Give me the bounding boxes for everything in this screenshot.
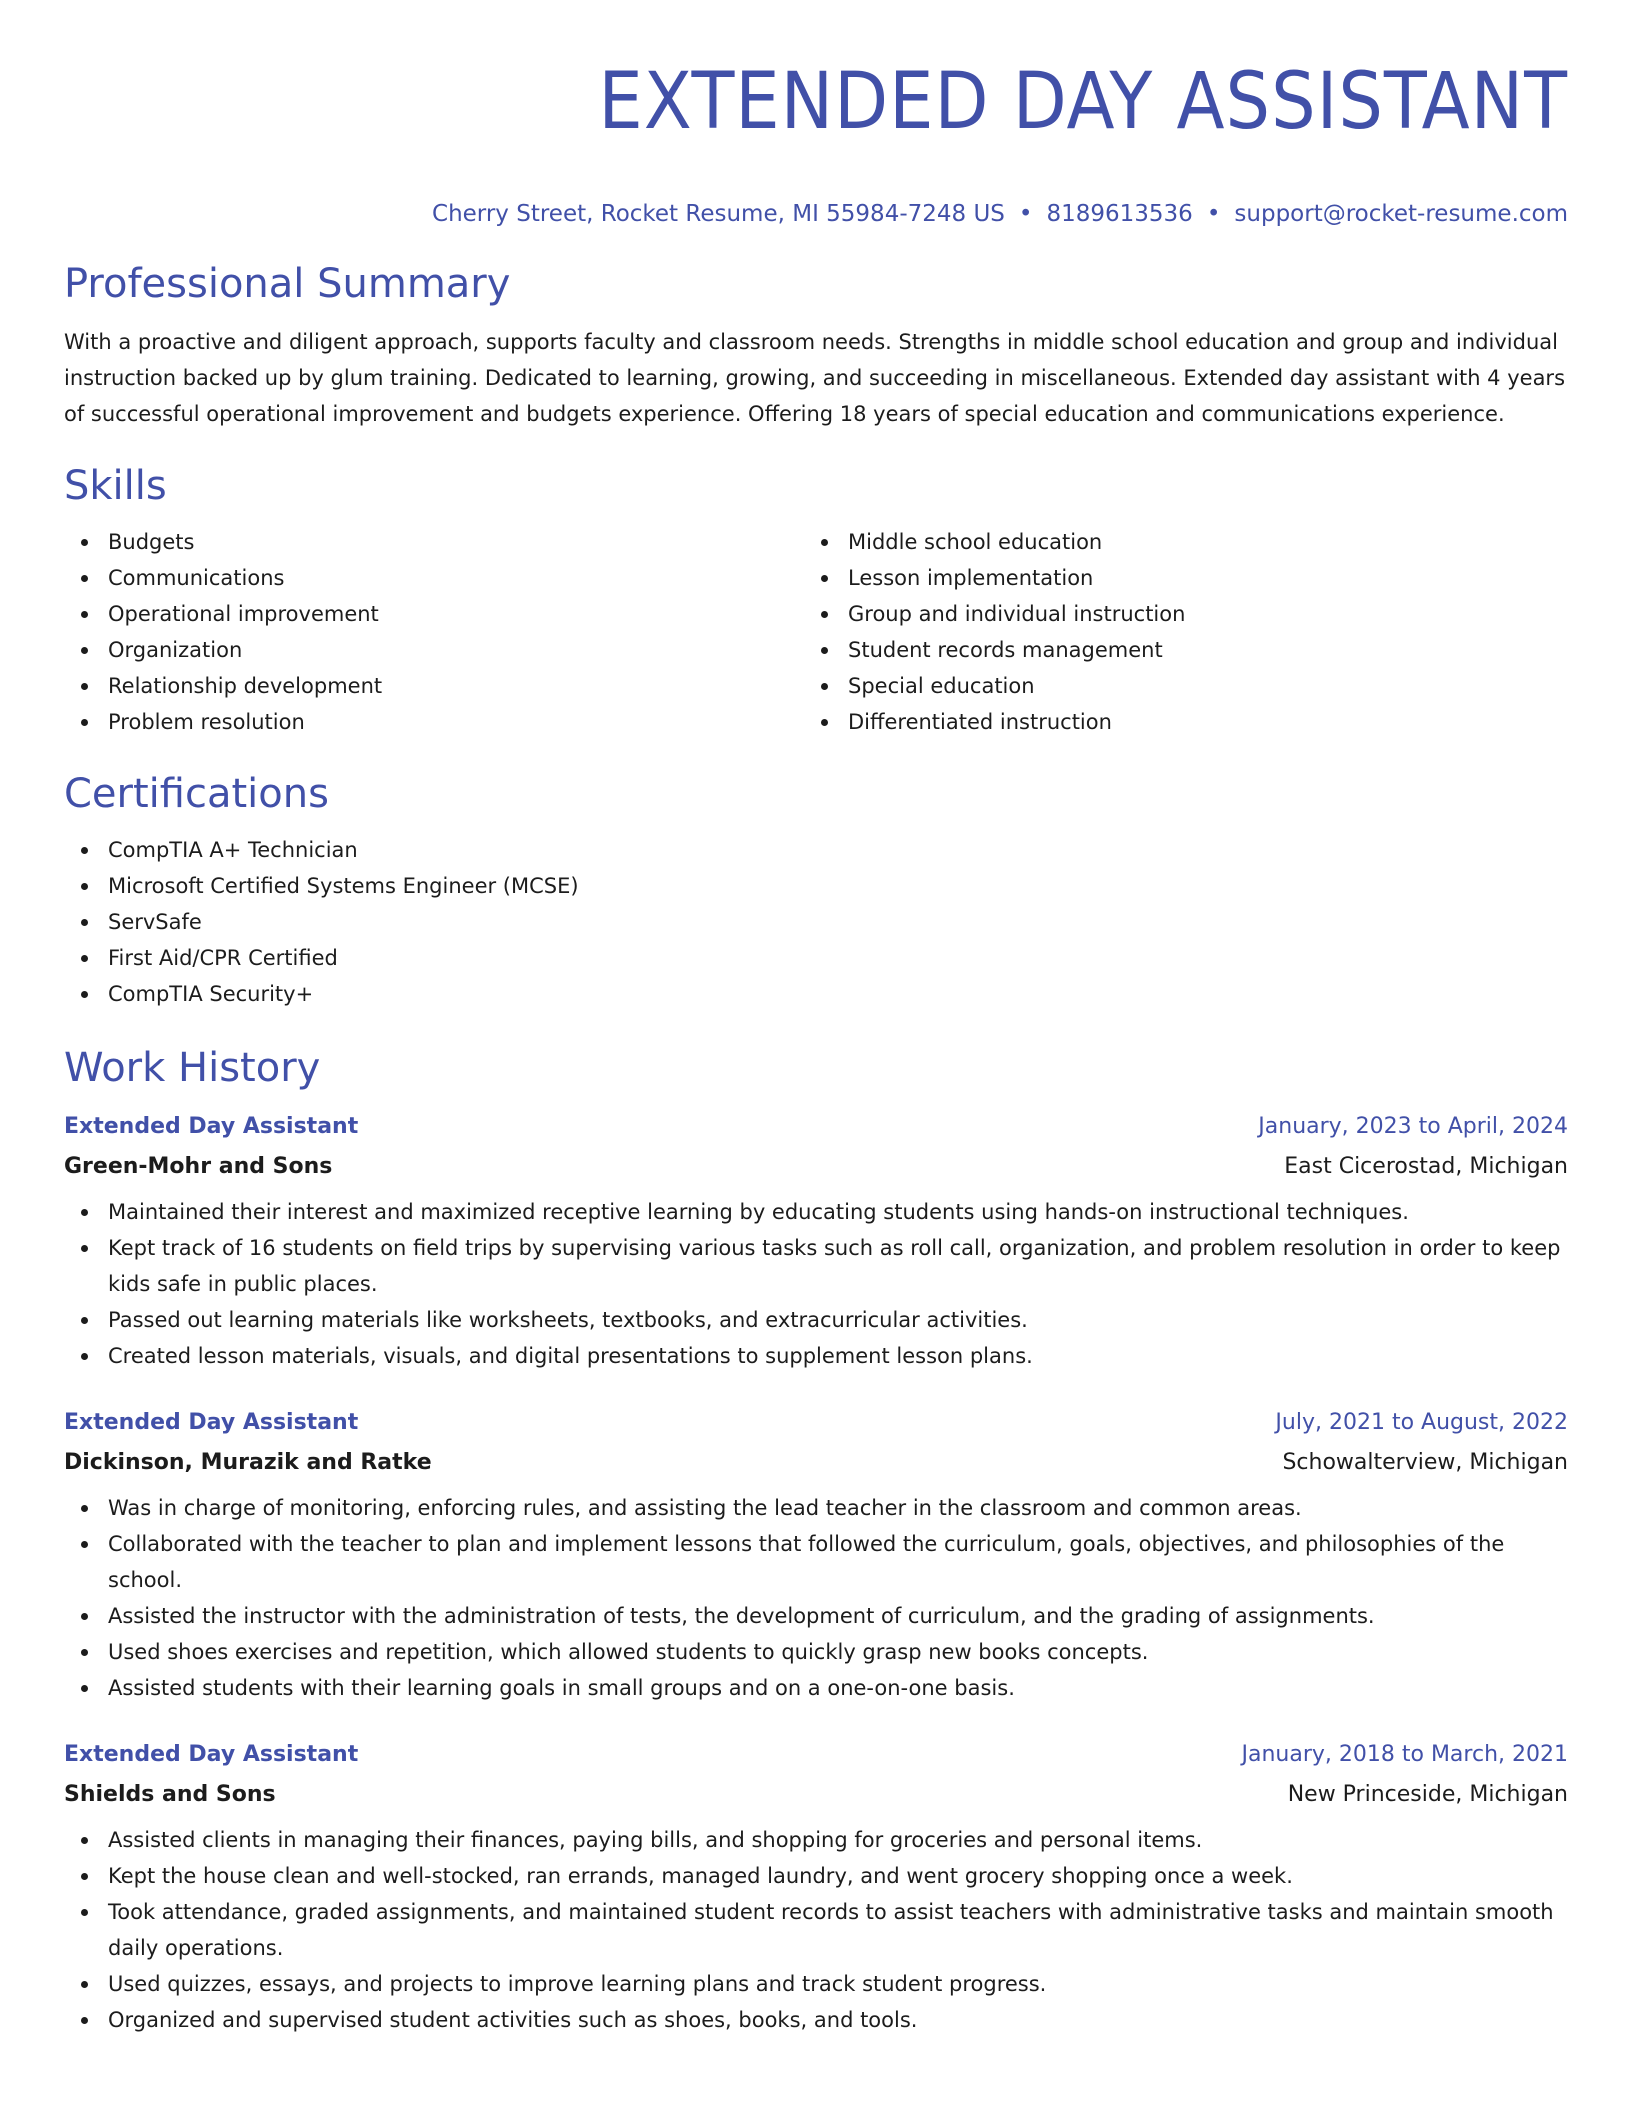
contact-email: support@rocket-resume.com [1234,201,1568,227]
certification-item: First Aid/CPR Certified [64,940,1568,976]
job-header-row [64,1112,1568,1142]
contact-address: Cherry Street, Rocket Resume, MI 55984-7248 US [432,201,1005,227]
job-entry [64,1740,1568,2038]
job-entry [64,1408,1568,1706]
skill-item: Operational improvement [64,596,804,632]
job-entry [64,1112,1568,1374]
contact-phone: 8189613536 [1046,201,1193,227]
skill-item: Organization [64,632,804,668]
job-bullet: Took attendance, graded assignments, and maintained student records to assist teachers with administrative tasks and maintain smooth daily operations. [64,1894,1568,1966]
job-bullet: Collaborated with the teacher to plan and implement lessons that followed the curriculum, goals, objectives, and philosophies of the school. [64,1526,1568,1598]
contact-separator: • [1018,201,1033,227]
job-location: New Princeside, Michigan [1287,1782,1568,1807]
job-bullet: Used quizzes, essays, and projects to improve learning plans and track student progress. [64,1966,1568,2002]
certifications-list [64,832,1568,1012]
certification-item: CompTIA Security+ [64,976,1568,1012]
summary-section-title: Professional Summary [64,261,511,307]
job-role: Extended Day Assistant [64,1742,359,1767]
job-role: Extended Day Assistant [64,1410,359,1435]
job-bullet: Kept the house clean and well-stocked, ran errands, managed laundry, and went grocery shopping once a week. [64,1858,1568,1894]
skill-item: Student records management [804,632,1544,668]
skill-item: Relationship development [64,668,804,704]
job-dates: January, 2023 to April, 2024 [1258,1114,1568,1139]
job-company: Green-Mohr and Sons [64,1154,333,1179]
job-company: Dickinson, Murazik and Ratke [64,1450,432,1475]
summary-text: With a proactive and diligent approach, supports faculty and classroom needs. Strengths in middle school education and group and individual instruction backed up by glum training. Dedicated to learning, growing, and succeeding in miscellaneous. Extended day assistant with 4 years of successful operational improvement and budgets experience. Offering 18 years of special education and communications experience. [64,330,1566,426]
certifications-section-title: Certifications [64,771,329,817]
skill-item: Special education [804,668,1544,704]
job-company-row [64,1448,1568,1478]
job-bullet: Kept track of 16 students on field trips by supervising various tasks such as roll call, organization, and problem resolution in order to keep kids safe in public places. [64,1230,1568,1302]
job-bullet-list [64,1490,1568,1706]
job-bullet: Assisted students with their learning goals in small groups and on a one-on-one basis. [64,1670,1568,1706]
certification-item: Microsoft Certified Systems Engineer (MCSE) [64,868,1568,904]
job-dates: July, 2021 to August, 2022 [1275,1410,1568,1435]
skills-list-right [804,524,1544,740]
job-company-row [64,1152,1568,1182]
job-bullet: Used shoes exercises and repetition, which allowed students to quickly grasp new books concepts. [64,1634,1568,1670]
job-bullet: Passed out learning materials like worksheets, textbooks, and extracurricular activities. [64,1302,1568,1338]
job-bullet: Organized and supervised student activities such as shoes, books, and tools. [64,2002,1568,2038]
skill-item: Differentiated instruction [804,704,1544,740]
job-location: East Cicerostad, Michigan [1284,1154,1568,1179]
job-company-row [64,1780,1568,1810]
job-bullet-list [64,1822,1568,2038]
job-location: Schowalterview, Michigan [1282,1450,1568,1475]
work-history-section-title: Work History [64,1045,321,1091]
job-dates: January, 2018 to March, 2021 [1241,1742,1568,1767]
certification-item: CompTIA A+ Technician [64,832,1568,868]
job-bullet-list [64,1194,1568,1374]
certification-item: ServSafe [64,904,1568,940]
job-bullet: Assisted the instructor with the administration of tests, the development of curriculum, and the grading of assignments. [64,1598,1568,1634]
job-company: Shields and Sons [64,1782,276,1807]
skills-list-left [64,524,804,740]
job-bullet: Assisted clients in managing their finances, paying bills, and shopping for groceries and personal items. [64,1822,1568,1858]
skill-item: Group and individual instruction [804,596,1544,632]
job-bullet: Was in charge of monitoring, enforcing rules, and assisting the lead teacher in the classroom and common areas. [64,1490,1568,1526]
skill-item: Lesson implementation [804,560,1544,596]
job-header-row [64,1408,1568,1438]
skills-section-title: Skills [64,463,167,509]
skill-item: Problem resolution [64,704,804,740]
job-bullet: Created lesson materials, visuals, and digital presentations to supplement lesson plans. [64,1338,1568,1374]
skills-columns [64,524,1568,740]
skill-item: Budgets [64,524,804,560]
skill-item: Middle school education [804,524,1544,560]
job-header-row [64,1740,1568,1770]
job-role: Extended Day Assistant [64,1114,359,1139]
contact-separator: • [1206,201,1221,227]
skill-item: Communications [64,560,804,596]
resume-name-heading: EXTENDED DAY ASSISTANT [598,57,1568,147]
job-bullet: Maintained their interest and maximized receptive learning by educating students using hands-on instructional techniques. [64,1194,1568,1230]
contact-line [64,200,1568,228]
